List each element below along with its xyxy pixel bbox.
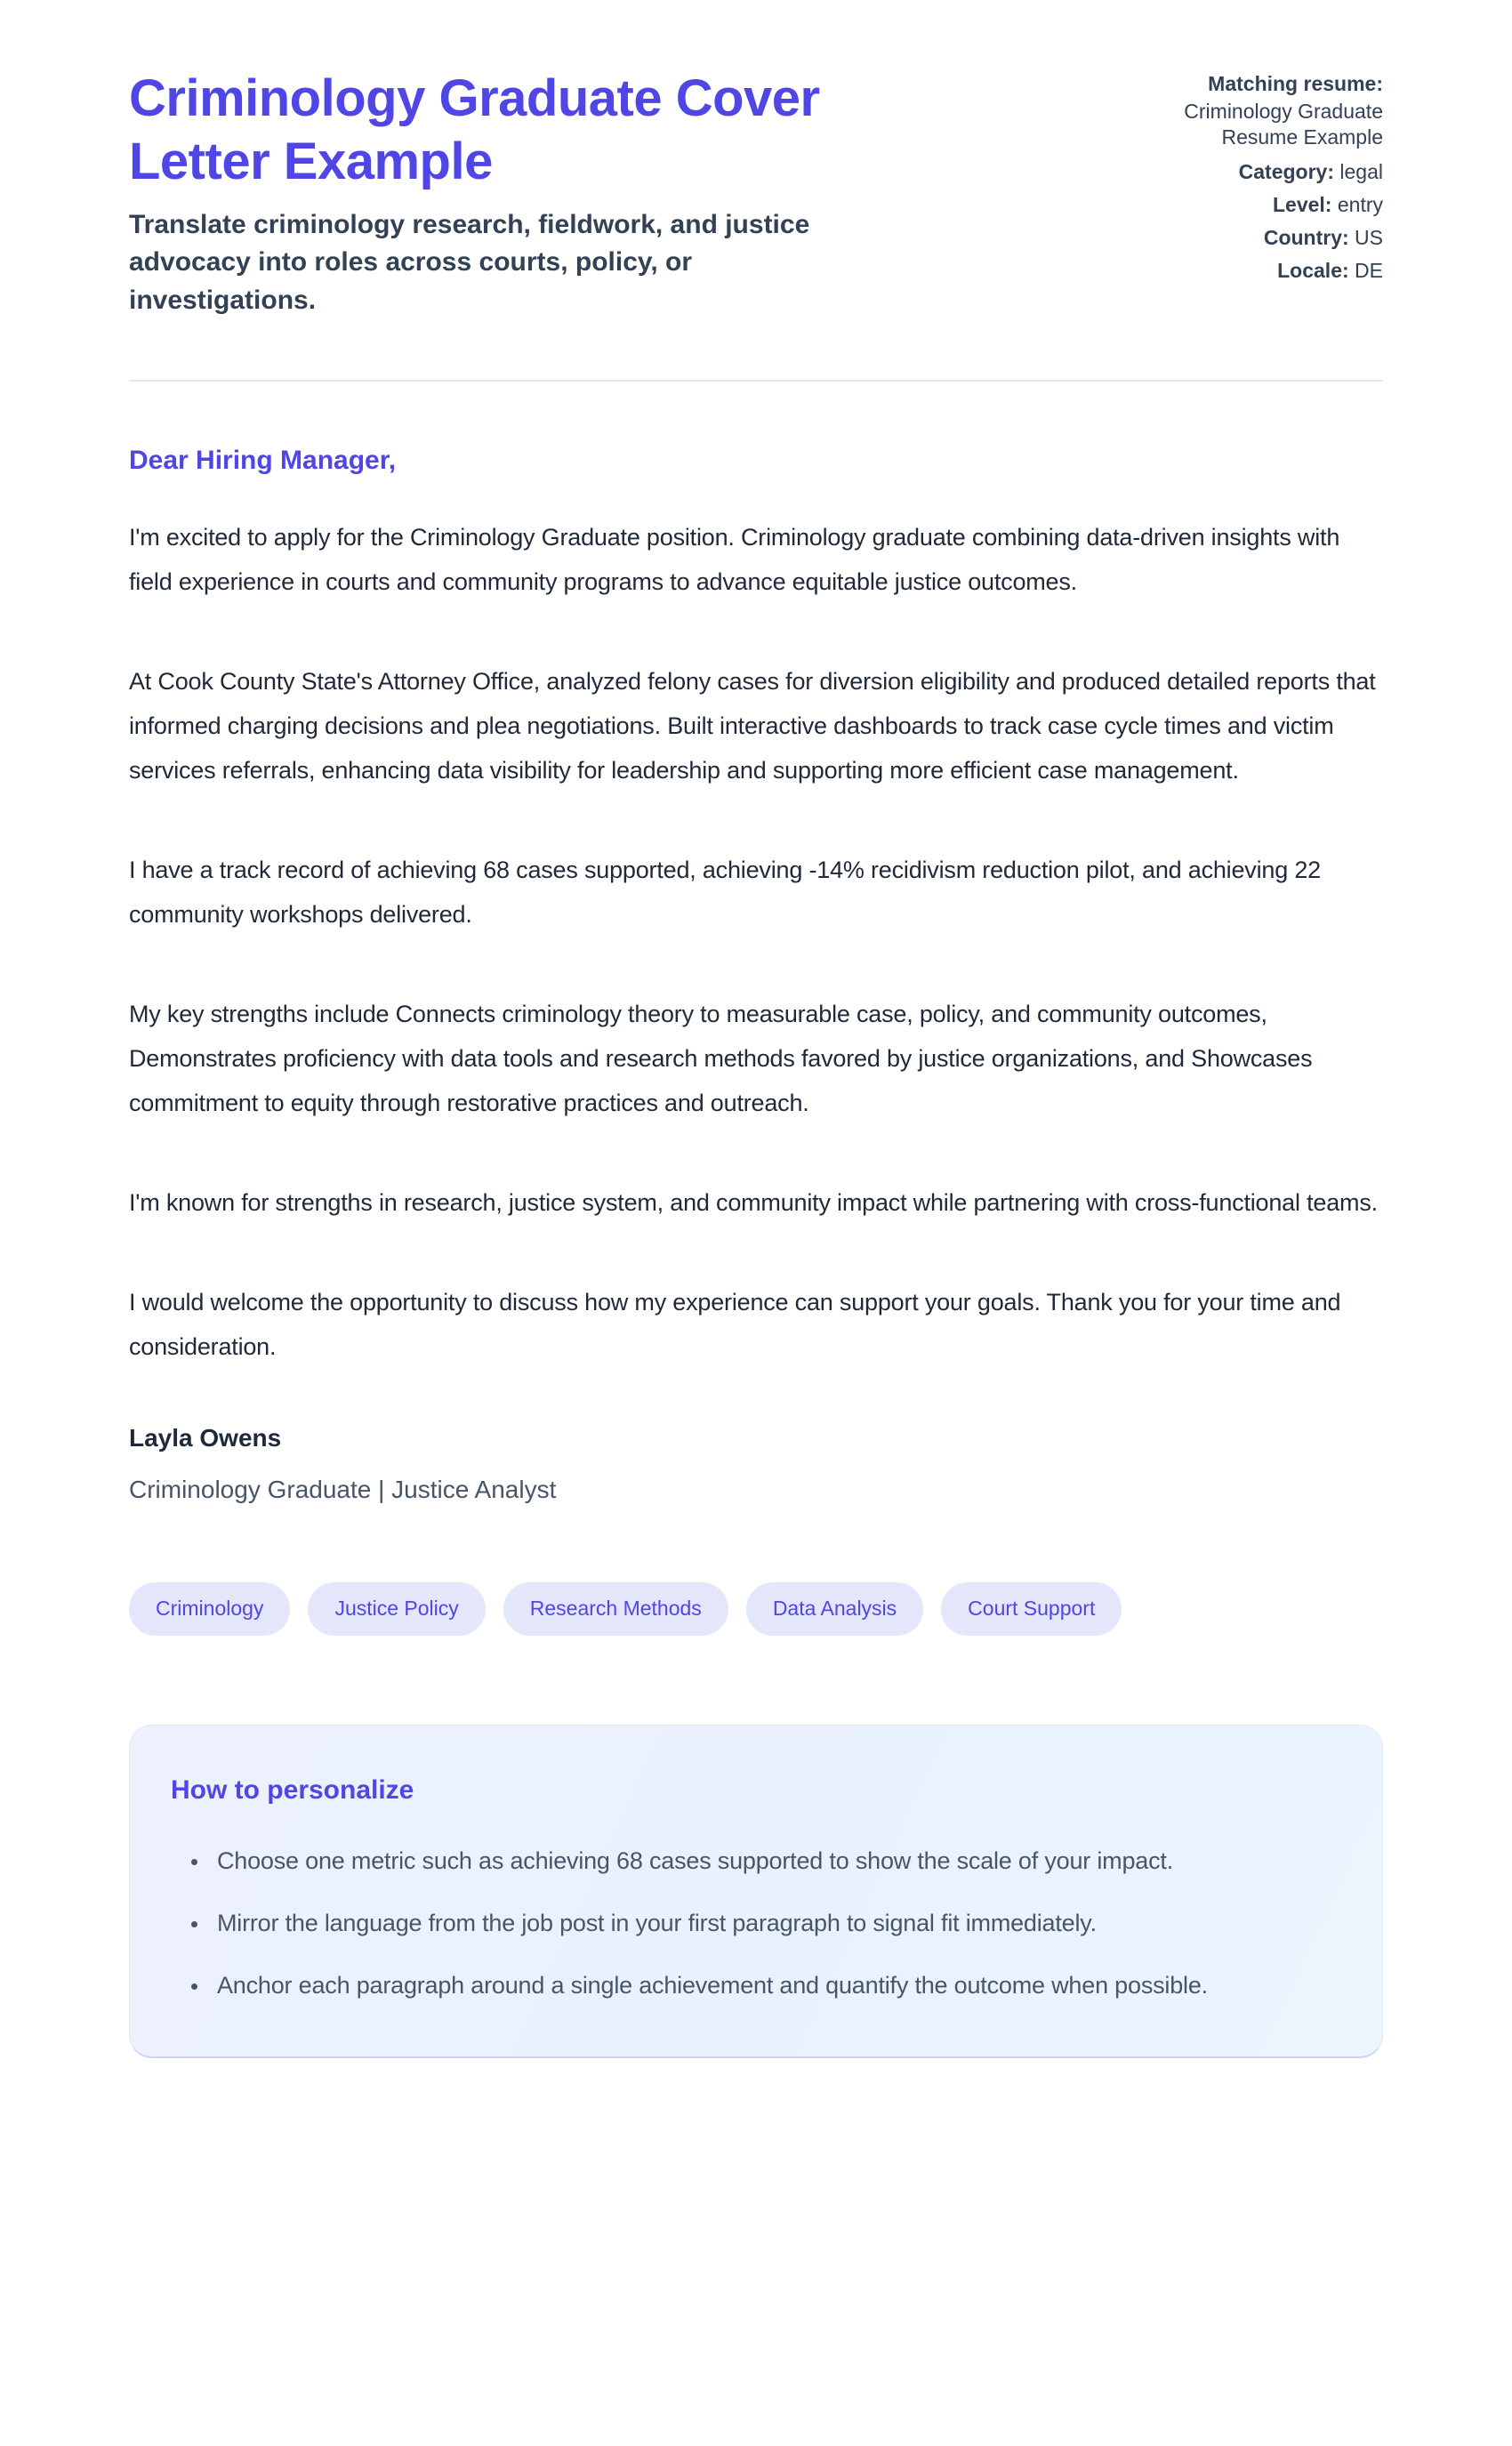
meta-country-label: Country: bbox=[1263, 225, 1349, 249]
signature-name: Layla Owens bbox=[129, 1424, 282, 1452]
meta-level bbox=[1116, 192, 1383, 218]
meta-panel bbox=[1116, 71, 1383, 284]
header bbox=[129, 68, 1383, 319]
personalize-title: How to personalize bbox=[171, 1774, 414, 1805]
tag-list bbox=[129, 1582, 1383, 1635]
personalize-item-2: • Mirror the language from the job post in your first paragraph to signal fit immediately. bbox=[210, 1902, 1341, 1944]
meta-country bbox=[1116, 225, 1383, 251]
meta-category-value: legal bbox=[1339, 159, 1383, 183]
page bbox=[129, 0, 1383, 2144]
letter-paragraph-4: My key strengths include Connects criminology theory to measurable case, policy, and community outcomes, Demonstrates proficiency with data tools and research methods favored by justice organizations, and Showcases commitment to equity through restorative practices and outreach. bbox=[129, 1001, 1313, 1117]
meta-locale-label: Locale: bbox=[1277, 258, 1349, 282]
tag-justice-policy[interactable]: Justice Policy bbox=[308, 1582, 485, 1635]
matching-resume-label: Matching resume: bbox=[1208, 72, 1383, 95]
meta-category-label: Category: bbox=[1238, 159, 1334, 183]
letter-greeting: Dear Hiring Manager, bbox=[129, 446, 397, 476]
personalize-item-1: • Choose one metric such as achieving 68 cases supported to show the scale of your impact. bbox=[210, 1839, 1341, 1882]
letter-paragraph-6: I would welcome the opportunity to discuss how my experience can support your goals. Thank you for your time and consideration. bbox=[129, 1289, 1341, 1361]
personalize-item-3: • Anchor each paragraph around a single achievement and quantify the outcome when possible. bbox=[210, 1964, 1341, 2007]
divider bbox=[129, 380, 1383, 382]
letter-paragraph-5: I'm known for strengths in research, justice system, and community impact while partnering with cross-functional teams. bbox=[129, 1189, 1378, 1217]
meta-locale-value: DE bbox=[1355, 258, 1383, 282]
cover-letter-body bbox=[129, 446, 1383, 1504]
letter-paragraph-1: I'm excited to apply for the Criminology Graduate position. Criminology graduate combining data-driven insights with field experience in courts and community programs to advance equitable justice outcomes. bbox=[129, 524, 1340, 596]
tag-data-analysis[interactable]: Data Analysis bbox=[746, 1582, 923, 1635]
meta-category bbox=[1116, 159, 1383, 185]
meta-level-label: Level: bbox=[1272, 192, 1332, 216]
meta-locale bbox=[1116, 258, 1383, 284]
page-title: Criminology Graduate Cover Letter Example bbox=[129, 69, 820, 190]
letter-paragraph-2: At Cook County State's Attorney Office, analyzed felony cases for diversion eligibility and produced detailed reports that informed charging decisions and plea negotiations. Built interactive dashboards to track case cycle times and victim services referrals, enhancing data visibility for leadership and supporting more efficient case management. bbox=[129, 668, 1376, 784]
personalize-box bbox=[129, 1725, 1383, 2058]
letter-paragraph-3: I have a track record of achieving 68 cases supported, achieving -14% recidivism reduction pilot, and achieving 22 community workshops delivered. bbox=[129, 857, 1321, 929]
tag-criminology[interactable]: Criminology bbox=[129, 1582, 290, 1635]
signature-role: Criminology Graduate | Justice Analyst bbox=[129, 1476, 557, 1504]
personalize-list bbox=[171, 1839, 1341, 2007]
meta-country-value: US bbox=[1355, 225, 1383, 249]
page-subtitle: Translate criminology research, fieldwork, and justice advocacy into roles across courts, policy, or investigations. bbox=[129, 209, 810, 315]
matching-resume-value: Criminology Graduate Resume Example bbox=[1184, 99, 1383, 149]
header-title-block bbox=[129, 68, 947, 319]
tag-court-support[interactable]: Court Support bbox=[941, 1582, 1122, 1635]
meta-level-value: entry bbox=[1337, 192, 1383, 216]
signature-block bbox=[129, 1424, 1383, 1504]
tag-research-methods[interactable]: Research Methods bbox=[503, 1582, 728, 1635]
